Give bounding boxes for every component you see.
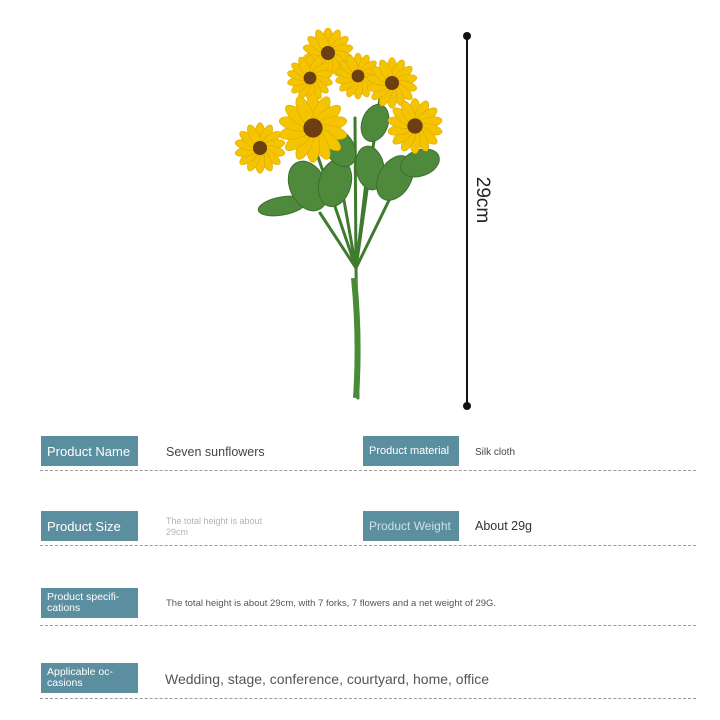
measure-bottom-dot (463, 402, 471, 410)
product-size-label: Product Size (41, 511, 138, 541)
product-material-label: Product material (363, 436, 459, 466)
divider (40, 698, 696, 699)
sunflower-bouquet-image (220, 28, 470, 408)
height-measure-line (466, 36, 468, 406)
sunflower-head (234, 123, 285, 174)
product-weight-value: About 29g (475, 519, 532, 533)
applicable-occasions-label: Applicable oc- casions (41, 663, 138, 693)
product-specifications-label: Product specifi- cations (41, 588, 138, 618)
divider (40, 470, 696, 471)
height-measure-label: 29cm (472, 176, 493, 224)
applicable-occasions-value: Wedding, stage, conference, courtyard, home, office (165, 671, 490, 687)
product-specifications-value: The total height is about 29cm, with 7 forks, 7 flowers and a net weight of 29G. (166, 598, 497, 609)
divider (40, 545, 696, 546)
product-size-value: The total height is about 29cm (166, 516, 263, 537)
product-name-label: Product Name (41, 436, 138, 466)
sunflower-bouquet-illustration (220, 28, 470, 408)
product-name-value: Seven sunflowers (166, 445, 265, 459)
product-material-value: Silk cloth (475, 447, 516, 458)
measure-top-dot (463, 32, 471, 40)
divider (40, 625, 696, 626)
product-weight-label: Product Weight (363, 511, 459, 541)
sunflower-head (387, 98, 443, 153)
